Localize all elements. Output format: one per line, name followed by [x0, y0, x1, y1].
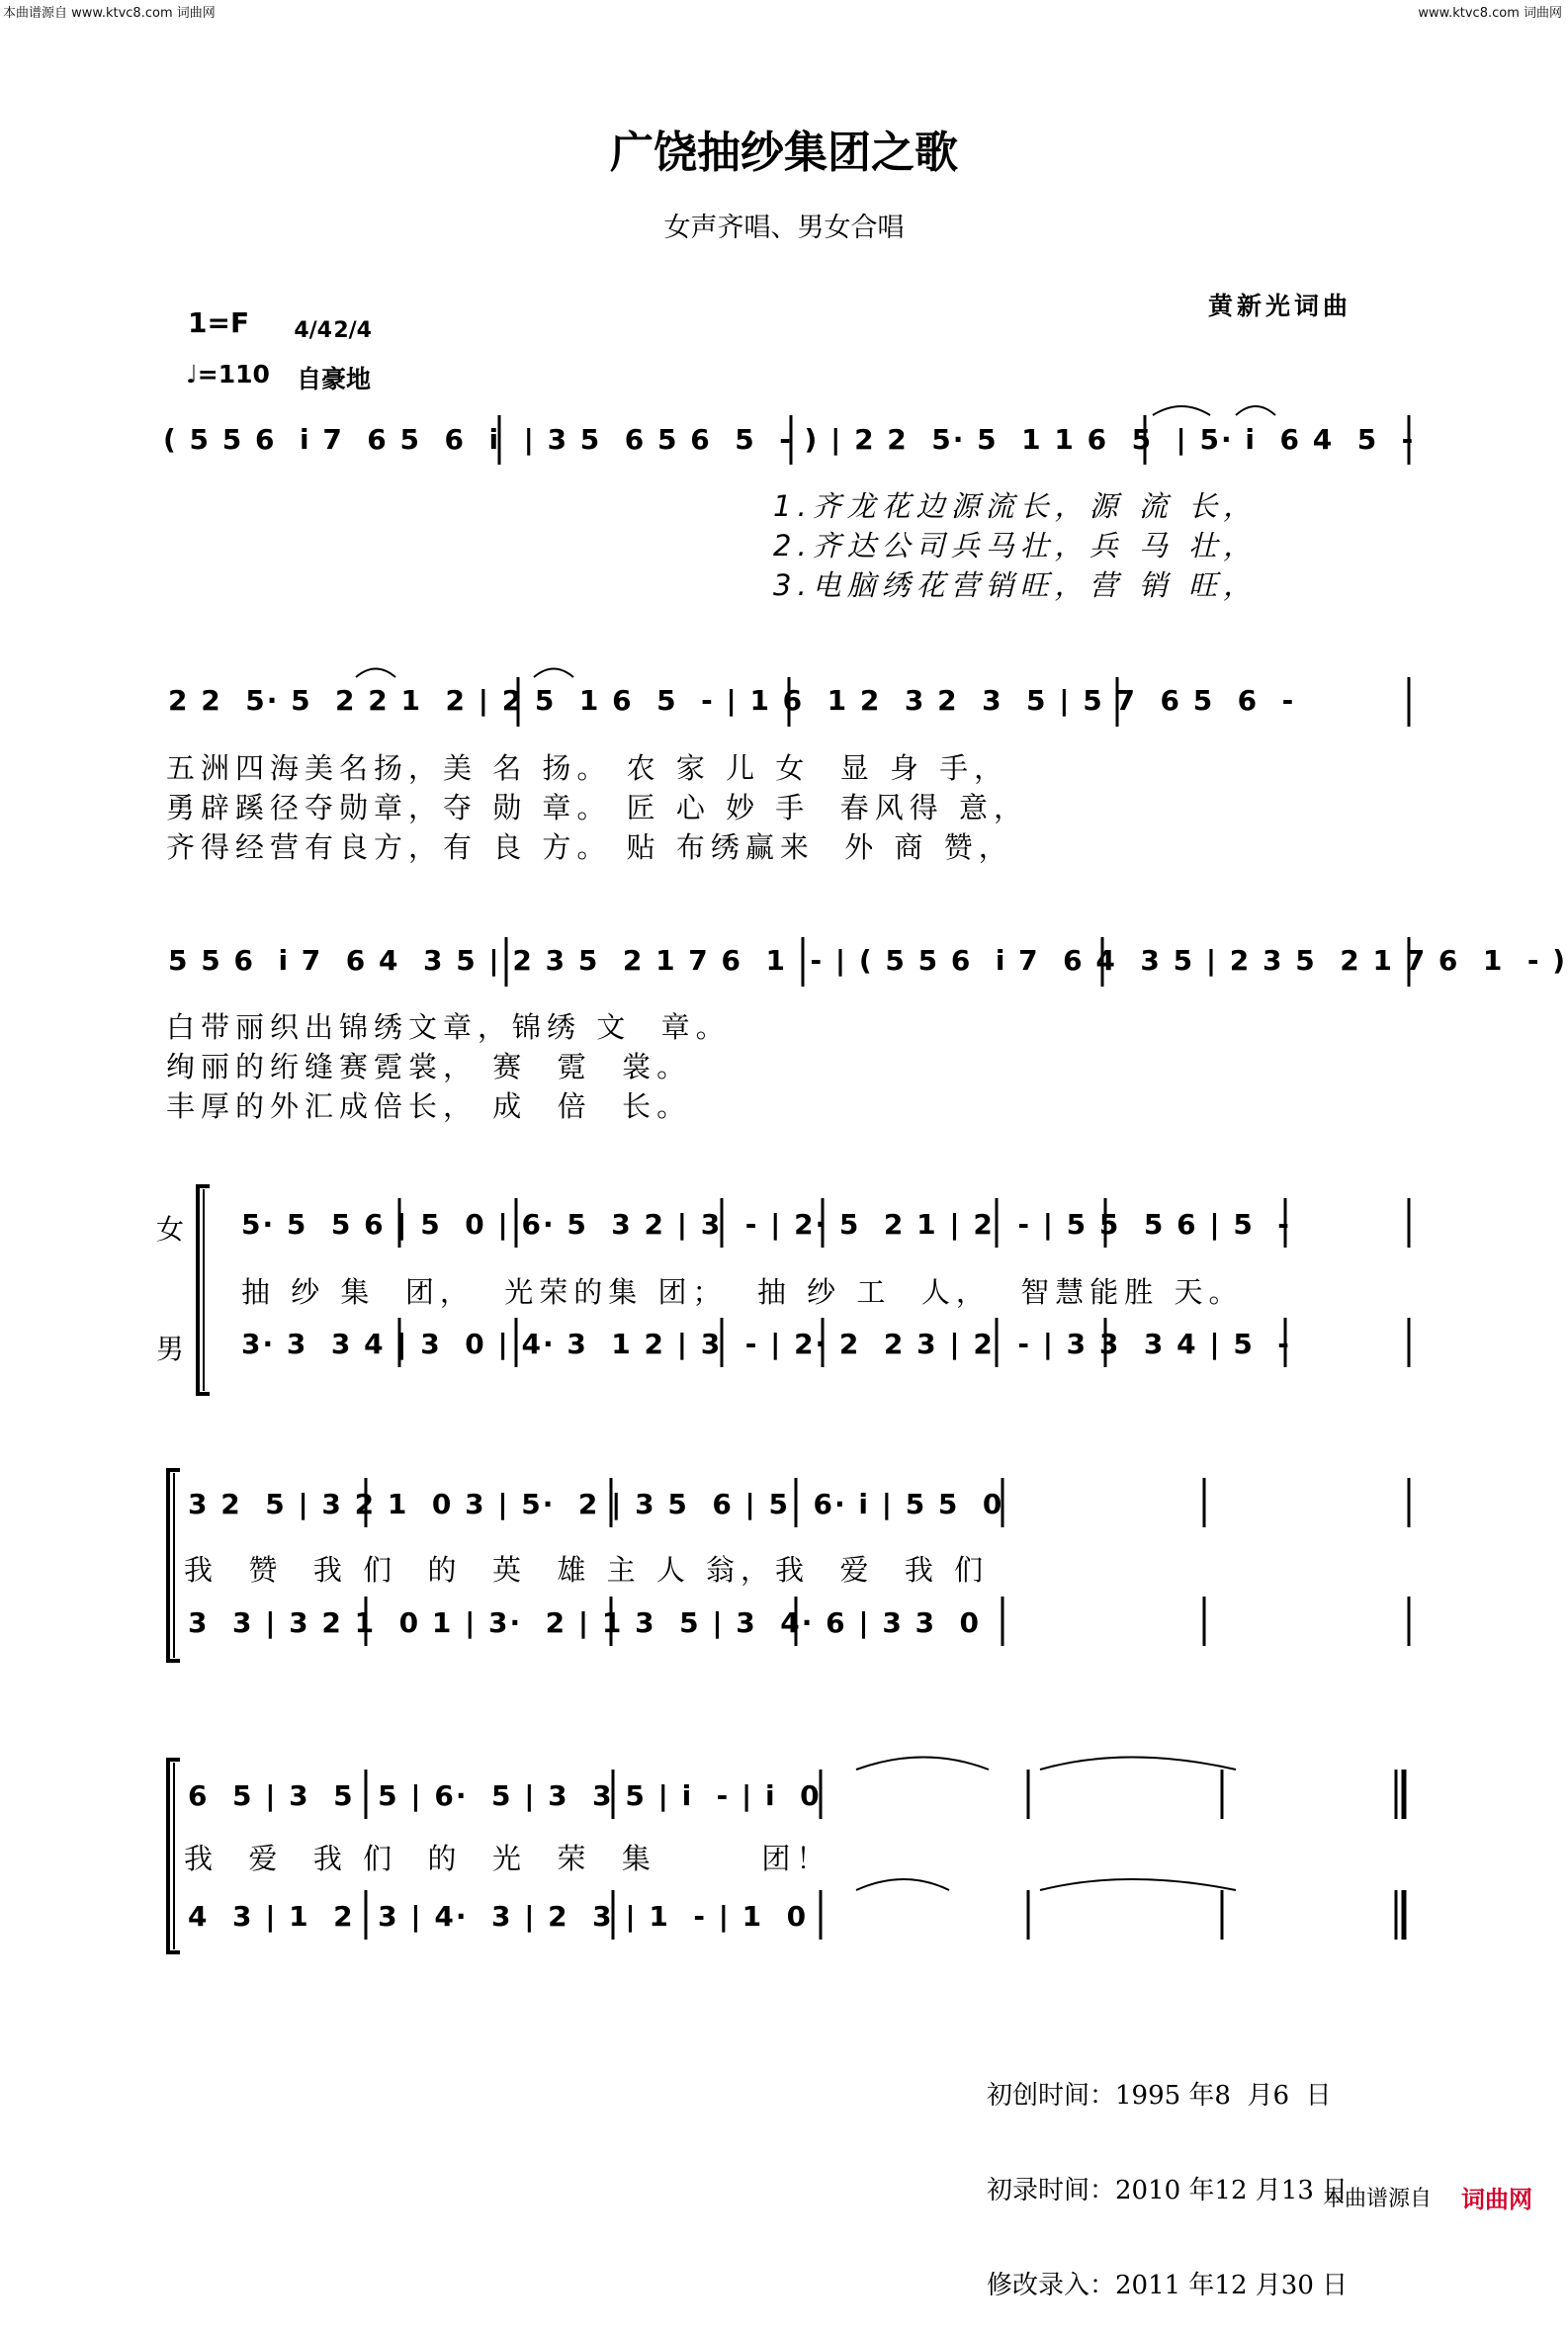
system2-lyric-1: 五洲四海美名扬，美 名 扬。 农 家 儿 女 显 身 手，: [166, 751, 1009, 785]
song-subtitle: 女声齐唱、男女合唱: [663, 213, 905, 243]
system4-lyrics: 抽 纱 集 团， 光荣的集 团； 抽 纱 工 人， 智慧能胜 天。: [241, 1275, 1244, 1309]
system4-female-notes: 5· 5 5 6 | 5 0 | 6· 5 3 2 | 3 - | 2· 5 2 1 | 2 - | 5 5 5 6 | 5 -: [241, 1208, 1291, 1241]
watermark-bottom-source: 本曲谱源自: [1323, 2187, 1433, 2211]
system1-lyric-3: 3.电脑绣花营销旺，营 销 旺，: [773, 568, 1259, 602]
tempo-marking: ♩=110: [186, 360, 270, 389]
system4-male-notes: 3· 3 3 4 | 3 0 | 4· 3 1 2 | 3 - | 2· 2 2 3 | 2 - | 3 3 3 4 | 5 -: [241, 1328, 1291, 1360]
system3-lyric-2: 绚丽的绗缝赛霓裳， 赛 霓 裳。: [166, 1050, 692, 1083]
time-signature-1: 4/4: [294, 318, 332, 343]
system3-lyric-1: 白带丽织出锦绣文章，锦绣 文 章。: [166, 1010, 731, 1044]
system5-lyrics: 我 赞 我 们 的 英 雄 主 人 翁，我 爱 我 们: [184, 1553, 990, 1587]
system6-female-notes: 6 5 | 3 5 5 | 6· 5 | 3 3 5 | i - | i 0: [188, 1779, 822, 1812]
system2-lyric-2: 勇辟蹊径夺勋章，夺 勋 章。 匠 心 妙 手 春风得 意，: [166, 791, 1028, 824]
date-created: 初创时间：1995 年8 月6 日: [987, 2081, 1332, 2111]
male-part-label: 男: [156, 1333, 185, 1365]
composer-credit: 黄新光词曲: [1208, 292, 1352, 320]
system2-lyric-3: 齐得经营有良方，有 良 方。 贴 布绣赢来 外 商 赞，: [166, 830, 1013, 864]
time-signature-2: 2/4: [333, 318, 372, 343]
key-signature: 1=F: [188, 306, 250, 339]
system2-notes: 2 2 5· 5 2 2 1 2 | 2 5 1 6 5 - | 1 6 1 2 3 2 3 5 | 5 7 6 5 6 -: [168, 684, 1296, 717]
expression-marking: 自豪地: [297, 365, 372, 393]
system1-notes: ( 5 5 6 i 7 6 5 6 i | 3 5 6 5 6 5 - ) | 2 2 5· 5 1 1 6 5 | 5· i 6 4 5 -: [163, 423, 1416, 456]
system6-male-notes: 4 3 | 1 2 3 | 4· 3 | 2 3 | 1 - | 1 0: [188, 1900, 809, 1933]
date-recorded: 初录时间：2010 年12 月13 日: [987, 2176, 1349, 2205]
creation-dates: [987, 2017, 1348, 2333]
system1-lyric-2: 2.齐达公司兵马壮，兵 马 壮，: [773, 529, 1259, 562]
system6-lyrics: 我 爱 我 们 的 光 荣 集 团！: [184, 1842, 831, 1875]
date-revised: 修改录入：2011 年12 月30 日: [987, 2271, 1349, 2300]
watermark-bottom-logo: 词曲网: [1461, 2186, 1532, 2213]
song-title: 广饶抽纱集团之歌: [610, 128, 958, 178]
system1-lyric-1: 1.齐龙花边源流长，源 流 长，: [773, 489, 1259, 523]
system3-notes: 5 5 6 i 7 6 4 3 5 | 2 3 5 2 1 7 6 1 - | ( 5 5 6 i 7 6 4 3 5 | 2 3 5 2 1 7 6 1 - ): [168, 944, 1568, 977]
female-part-label: 女: [156, 1213, 185, 1246]
system3-lyric-3: 丰厚的外汇成倍长， 成 倍 长。: [166, 1089, 692, 1123]
watermark-top-left: 本曲谱源自 www.ktvc8.com 词曲网: [3, 6, 216, 21]
watermark-top-right: www.ktvc8.com 词曲网: [1418, 6, 1562, 21]
system5-female-notes: 3 2 5 | 3 2 1 0 3 | 5· 2 | 3 5 6 | 5 6· i | 5 5 0: [188, 1488, 1004, 1520]
system5-male-notes: 3 3 | 3 2 1 0 1 | 3· 2 | 1 3 5 | 3 4· 6 | 3 3 0: [188, 1606, 982, 1639]
